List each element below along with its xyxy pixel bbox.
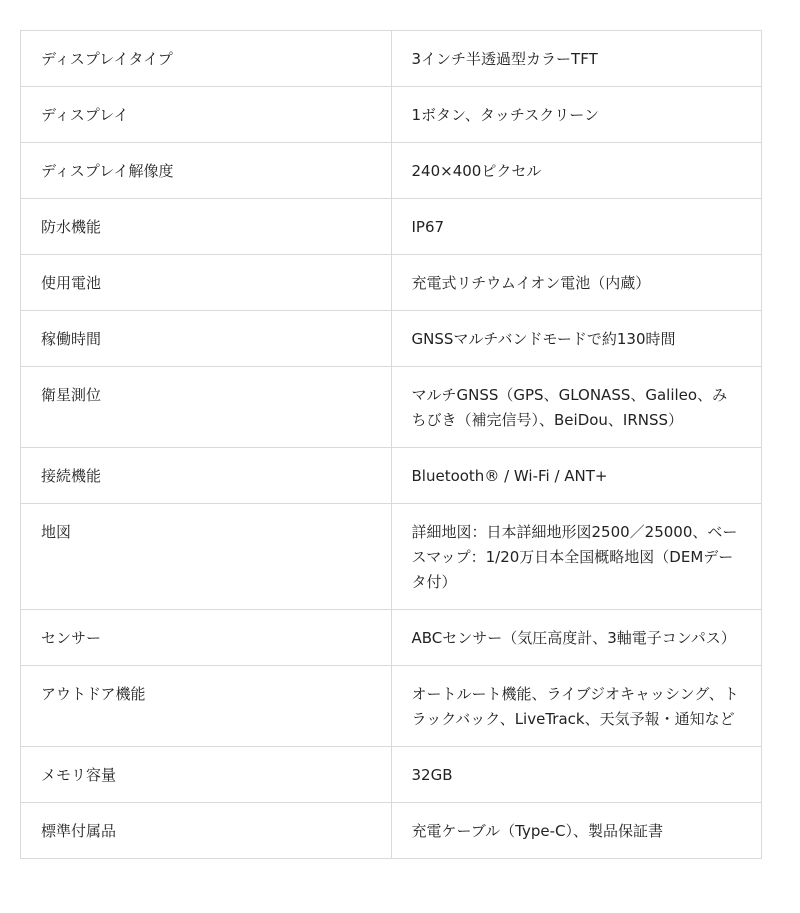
spec-row-map — [21, 504, 762, 610]
spec-label: メモリ容量 — [21, 747, 392, 803]
spec-row-accessories — [21, 803, 762, 859]
spec-label: 標準付属品 — [21, 803, 392, 859]
spec-label: ディスプレイタイプ — [21, 31, 392, 87]
spec-value: 充電ケーブル（Type-C）、製品保証書 — [391, 803, 762, 859]
spec-label: アウトドア機能 — [21, 666, 392, 747]
spec-row-satellite — [21, 367, 762, 448]
spec-row-runtime — [21, 311, 762, 367]
spec-row-battery — [21, 255, 762, 311]
spec-value: ABCセンサー（気圧高度計、3軸電子コンパス） — [391, 610, 762, 666]
spec-label: 接続機能 — [21, 448, 392, 504]
spec-row-resolution — [21, 143, 762, 199]
spec-value: マルチGNSS（GPS、GLONASS、Galileo、みちびき（補完信号）、BeiDou、IRNSS） — [391, 367, 762, 448]
spec-label: 稼働時間 — [21, 311, 392, 367]
spec-row-outdoor — [21, 666, 762, 747]
spec-value: 詳細地図：日本詳細地形図2500／25000、ベースマップ：1/20万日本全国概略地図（DEMデータ付） — [391, 504, 762, 610]
spec-label: ディスプレイ — [21, 87, 392, 143]
spec-row-display — [21, 87, 762, 143]
spec-row-memory — [21, 747, 762, 803]
spec-value: オートルート機能、ライブジオキャッシング、トラックバック、LiveTrack、天気予報・通知など — [391, 666, 762, 747]
spec-value: 240×400ピクセル — [391, 143, 762, 199]
spec-table — [20, 30, 762, 859]
spec-row-display-type — [21, 31, 762, 87]
spec-value: IP67 — [391, 199, 762, 255]
spec-value: 3インチ半透過型カラーTFT — [391, 31, 762, 87]
spec-label: 衛星測位 — [21, 367, 392, 448]
spec-label: 使用電池 — [21, 255, 392, 311]
spec-value: Bluetooth® / Wi-Fi / ANT+ — [391, 448, 762, 504]
spec-row-waterproof — [21, 199, 762, 255]
spec-row-connectivity — [21, 448, 762, 504]
spec-label: 地図 — [21, 504, 392, 610]
spec-label: ディスプレイ解像度 — [21, 143, 392, 199]
spec-value: 充電式リチウムイオン電池（内蔵） — [391, 255, 762, 311]
spec-value: 1ボタン、タッチスクリーン — [391, 87, 762, 143]
spec-row-sensor — [21, 610, 762, 666]
spec-label: 防水機能 — [21, 199, 392, 255]
spec-value: GNSSマルチバンドモードで約130時間 — [391, 311, 762, 367]
spec-label: センサー — [21, 610, 392, 666]
spec-value: 32GB — [391, 747, 762, 803]
